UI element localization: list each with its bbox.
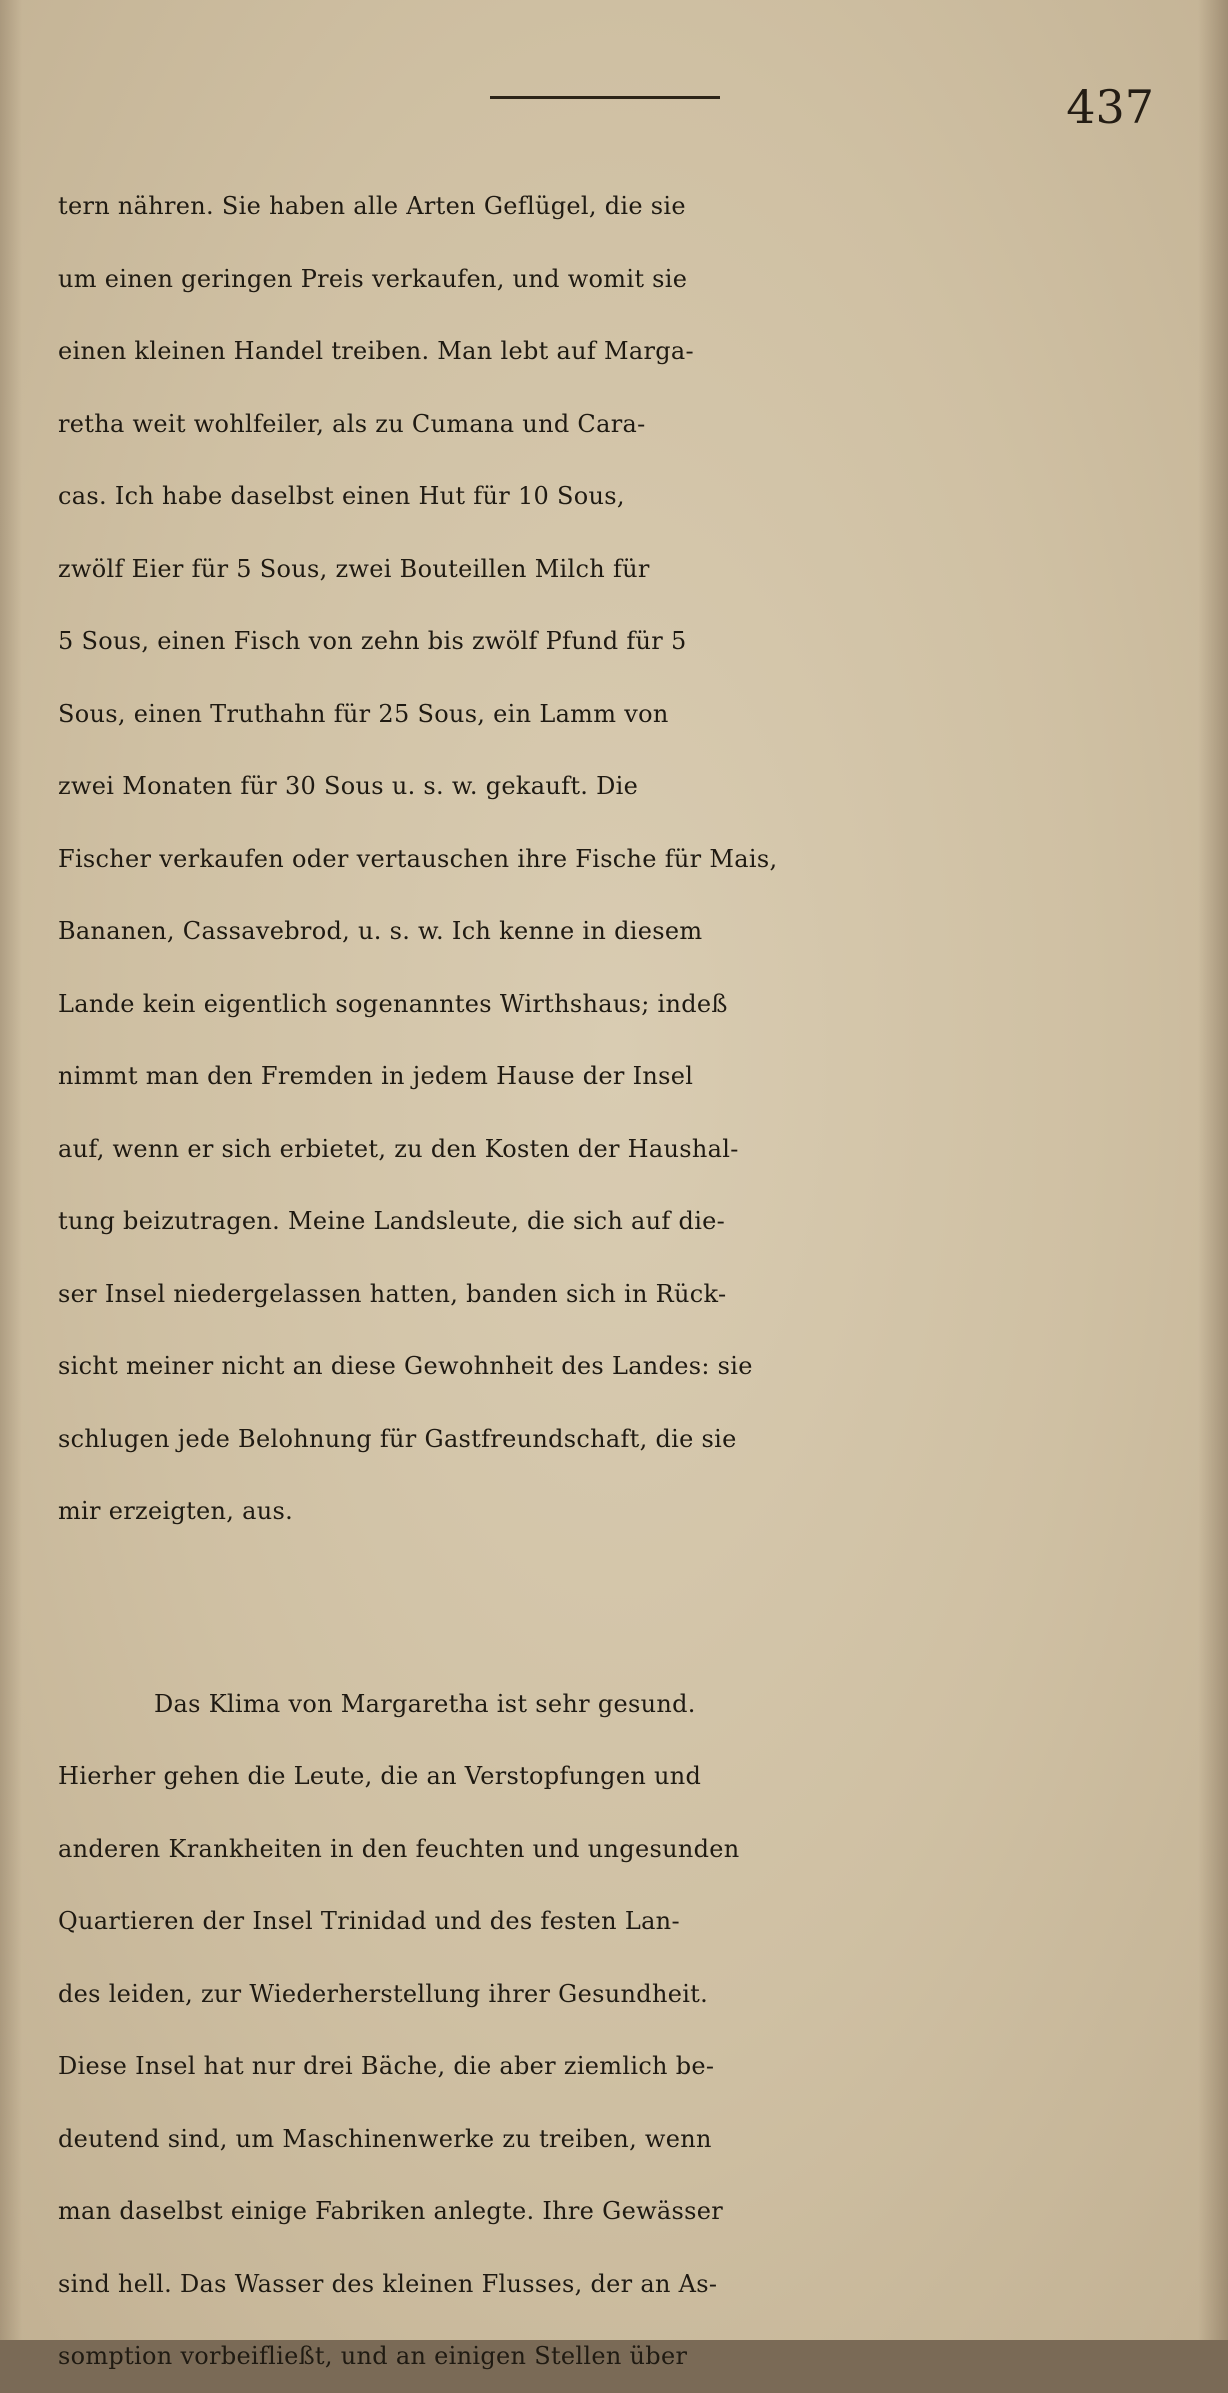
text-line: schlugen jede Belohnung für Gastfreundschaft, die sie [58,1424,737,1453]
text-line: sicht meiner nicht an diese Gewohnheit des Landes: sie [58,1352,753,1380]
text-line: Das Klima von Margaretha ist sehr gesund. [154,1689,696,1718]
text-line: man daselbst einige Fabriken anlegte. Ihre Gewässer [58,2197,724,2225]
page-number: 437 [1066,80,1154,134]
text-line: tung beizutragen. Meine Landsleute, die sich auf die- [58,1207,726,1235]
body-text [58,170,1228,2393]
page-gutter-shadow [0,0,22,2340]
text-line: cas. Ich habe daselbst einen Hut für 10 Sous, [58,482,625,510]
text-line: ser Insel niedergelassen hatten, banden sich in Rück- [58,1279,727,1308]
paragraph-2 [58,1668,1228,2393]
text-line: Sous, einen Truthahn für 25 Sous, ein Lamm von [58,699,669,728]
text-line: des leiden, zur Wiederherstellung ihrer Gesundheit. [58,1979,709,2008]
text-line: mir erzeigten, aus. [58,1497,294,1525]
text-line: einen kleinen Handel treiben. Man lebt auf Marga- [58,337,694,365]
text-line: Quartieren der Insel Trinidad und des festen Lan- [58,1907,680,1935]
text-line: Hierher gehen die Leute, die an Verstopfungen und [58,1762,702,1790]
text-line: 5 Sous, einen Fisch von zehn bis zwölf Pfund für 5 [58,627,687,655]
paragraph-spacer [58,1548,1228,1668]
text-line: Diese Insel hat nur drei Bäche, die aber ziemlich be- [58,2052,715,2080]
text-line: zwei Monaten für 30 Sous u. s. w. gekauft. Die [58,772,639,800]
text-line: sind hell. Das Wasser des kleinen Flusses, der an As- [58,2269,718,2298]
text-line: tern nähren. Sie haben alle Arten Geflügel, die sie [58,192,686,220]
text-line: somption vorbeifließt, und an einigen Stellen über [58,2342,688,2370]
text-line: deutend sind, um Maschinenwerke zu treiben, wenn [58,2124,712,2153]
text-line: um einen geringen Preis verkaufen, und womit sie [58,264,688,293]
text-line: Bananen, Cassavebrod, u. s. w. Ich kenne in diesem [58,917,703,945]
paragraph-1 [58,170,1228,1548]
text-line: Fischer verkaufen oder vertauschen ihre Fische für Mais, [58,844,778,873]
text-line: auf, wenn er sich erbietet, zu den Kosten der Haushal- [58,1134,739,1163]
header-rule [490,96,720,99]
text-line: retha weit wohlfeiler, als zu Cumana und Cara- [58,409,646,438]
text-line: anderen Krankheiten in den feuchten und ungesunden [58,1834,740,1863]
text-line: nimmt man den Fremden in jedem Hause der Insel [58,1062,694,1090]
text-line: zwölf Eier für 5 Sous, zwei Bouteillen Milch für [58,554,650,583]
text-line: Lande kein eigentlich sogenanntes Wirthshaus; indeß [58,989,728,1018]
